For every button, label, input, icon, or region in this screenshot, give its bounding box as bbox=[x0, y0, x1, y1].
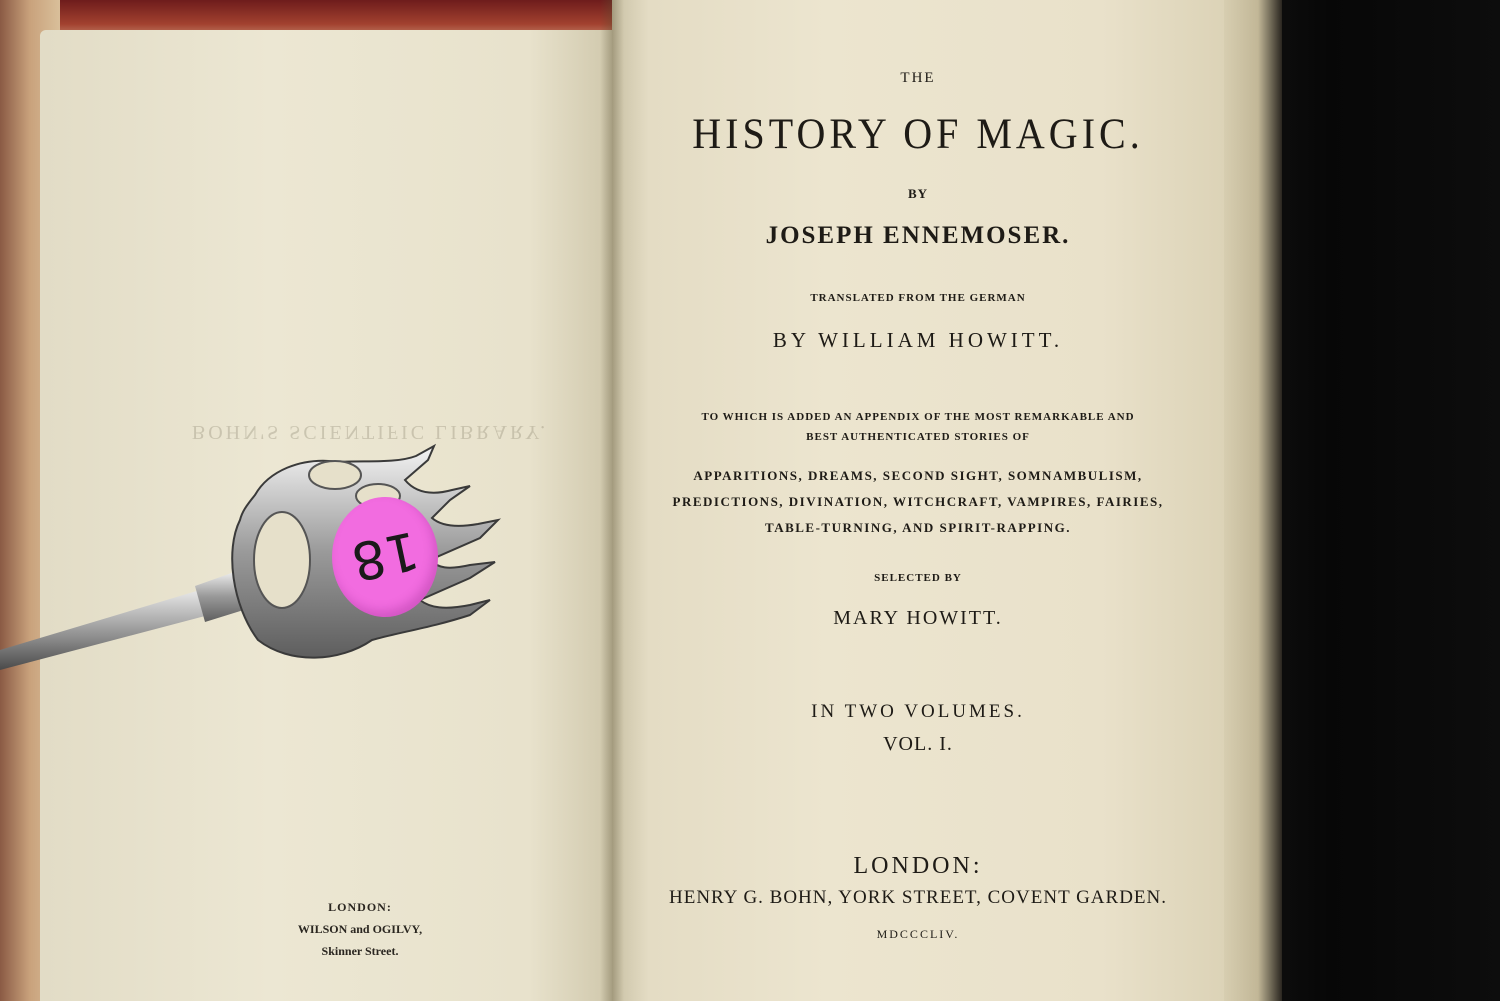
appendix-description bbox=[612, 407, 1224, 447]
subjects-line-1: APPARITIONS, DREAMS, SECOND SIGHT, SOMNAMBULISM, bbox=[693, 468, 1143, 483]
translator-name: BY WILLIAM HOWITT. bbox=[772, 328, 1064, 352]
publication-year: MDCCCLIV. bbox=[876, 927, 960, 941]
printer-street: Skinner Street. bbox=[321, 944, 399, 958]
volume-number: VOL. I. bbox=[883, 733, 953, 755]
back-scratcher-claw-icon bbox=[0, 400, 520, 700]
selected-by: SELECTED BY bbox=[874, 572, 962, 584]
by-line: BY bbox=[907, 186, 929, 201]
subjects-line-3: TABLE-TURNING, AND SPIRIT-RAPPING. bbox=[765, 520, 1071, 535]
publisher-name: HENRY G. BOHN, YORK STREET, COVENT GARDEN. bbox=[669, 887, 1167, 908]
right-page-edge bbox=[1222, 0, 1282, 1001]
subjects-line-2: PREDICTIONS, DIVINATION, WITCHCRAFT, VAMPIRES, FAIRIES, bbox=[672, 494, 1164, 509]
title-the: THE bbox=[900, 70, 936, 86]
subjects-list bbox=[612, 463, 1224, 541]
appendix-line-2: BEST AUTHENTICATED STORIES OF bbox=[806, 431, 1030, 443]
volumes-note: IN TWO VOLUMES. bbox=[811, 701, 1025, 722]
printer-city: LONDON: bbox=[328, 900, 392, 914]
book-title: HISTORY OF MAGIC. bbox=[692, 109, 1144, 158]
printer-name: WILSON and OGILVY, bbox=[297, 922, 423, 936]
translated-from: TRANSLATED FROM THE GERMAN bbox=[810, 292, 1026, 304]
author-name: JOSEPH ENNEMOSER. bbox=[765, 222, 1071, 249]
editor-name: MARY HOWITT. bbox=[833, 607, 1003, 629]
publisher-city: LONDON: bbox=[853, 853, 983, 879]
show-through-text: BOHN'S SCIENTIFIC LIBRARY. bbox=[191, 421, 549, 443]
appendix-line-1: TO WHICH IS ADDED AN APPENDIX OF THE MOST REMARKABLE AND bbox=[701, 411, 1135, 423]
lot-number-label: 18 bbox=[346, 518, 424, 592]
